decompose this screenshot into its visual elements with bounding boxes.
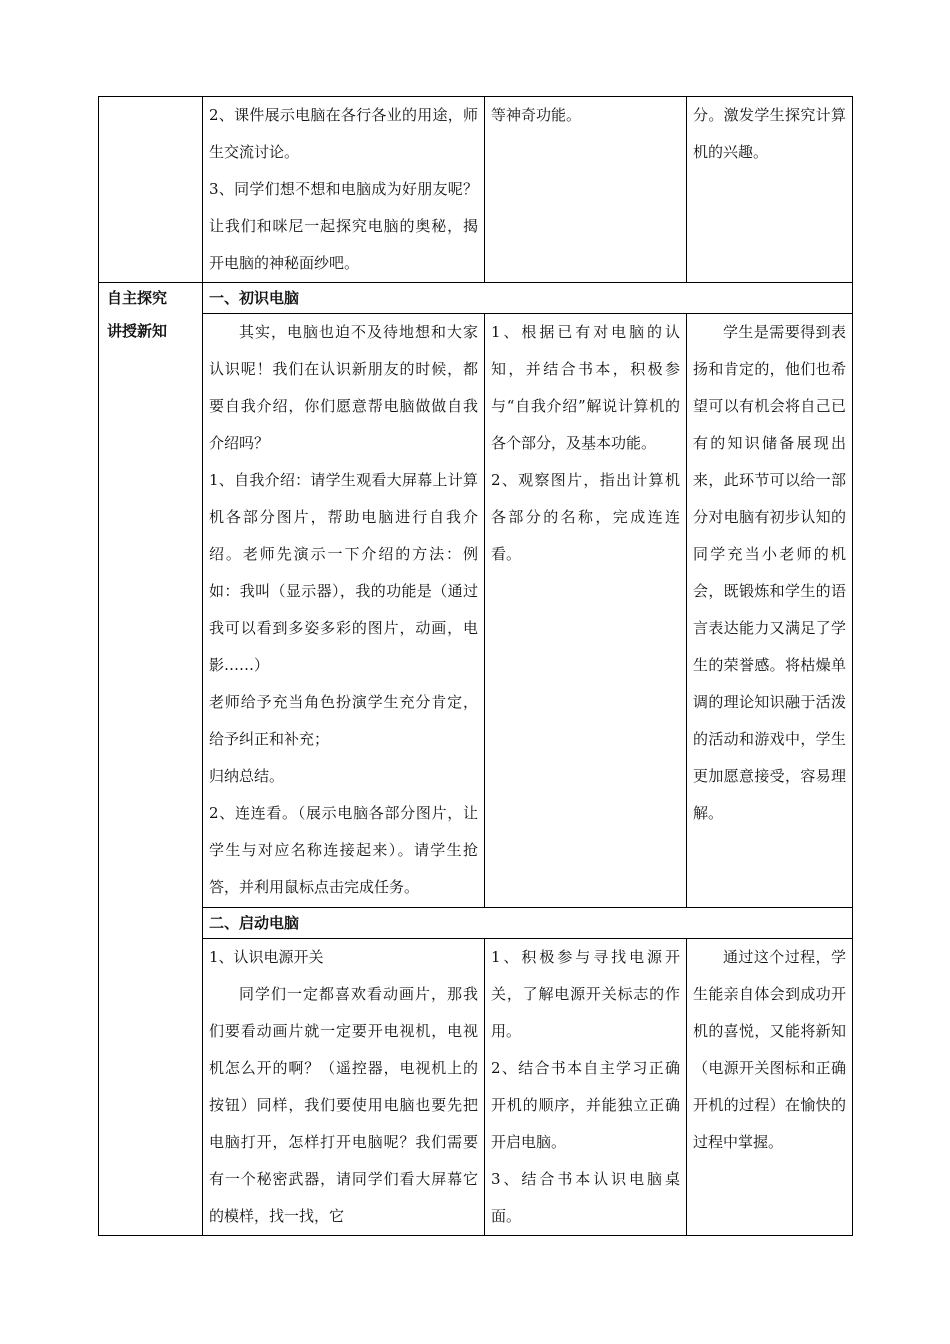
teacher-activity-cell	[203, 97, 485, 283]
student-activity-cell	[485, 939, 687, 1236]
paragraph: 分。激发学生探究计算机的兴趣。	[693, 106, 846, 161]
design-intent-cell	[687, 314, 853, 908]
paragraph: 其实，电脑也迫不及待地想和大家认识呢！我们在认识新朋友的时候，都要自我介绍，你们愿意帮电脑做做自我介绍吗？	[209, 323, 478, 452]
paragraph: 学生是需要得到表扬和肯定的，他们也希望可以有机会将自己已有的知识储备展现出来，此环节可以给一部分对电脑有初步认知的同学充当小老师的机会，既锻炼和学生的语言表达能力又满足了学生的荣誉感。将枯燥单调的理论知识融于活泼的活动和游戏中，学生更加愿意接受，容易理解。	[693, 323, 846, 822]
paragraph: 老师给予充当角色扮演学生充分肯定，给予纠正和补充；	[209, 693, 478, 748]
paragraph: 2、连连看。（展示电脑各部分图片，让学生与对应名称连接起来）。请学生抢答，并利用鼠标点击完成任务。	[209, 804, 478, 896]
table-row	[99, 908, 853, 939]
design-intent-cell	[687, 939, 853, 1236]
student-activity-cell	[485, 314, 687, 908]
section-heading: 二、启动电脑	[203, 908, 853, 939]
table-row	[99, 939, 853, 1236]
paragraph: 1、认识电源开关	[209, 948, 324, 966]
paragraph: 等神奇功能。	[491, 106, 582, 124]
paragraph: 2、结合书本自主学习正确开机的顺序，并能独立正确开启电脑。	[491, 1059, 680, 1151]
paragraph: 同学们一定都喜欢看动画片，那我们要看动画片就一定要开电视机，电视机怎么开的啊？（遥控器，电视机上的按钮）同样，我们要使用电脑也要先把电脑打开，怎样打开电脑呢？我们需要有一个秘密武器，请同学们看大屏幕它的模样，找一找，它	[209, 985, 478, 1225]
paragraph: 2、课件展示电脑在各行各业的用途，师生交流讨论。	[209, 106, 478, 161]
paragraph: 3、同学们想不想和电脑成为好朋友呢？让我们和咪尼一起探究电脑的奥秘，揭开电脑的神秘面纱吧。	[209, 180, 478, 272]
teacher-activity-cell	[203, 314, 485, 908]
paragraph: 3、结合书本认识电脑桌面。	[491, 1170, 680, 1225]
paragraph: 通过这个过程，学生能亲自体会到成功开机的喜悦，又能将新知（电源开关图标和正确开机的过程）在愉快的过程中掌握。	[693, 948, 846, 1151]
stage-label-line: 自主探究	[107, 289, 168, 307]
paragraph: 1、积极参与寻找电源开关，了解电源开关标志的作用。	[491, 948, 680, 1040]
table-row	[99, 283, 853, 314]
design-intent-cell	[687, 97, 853, 283]
stage-label-line: 讲授新知	[107, 322, 168, 340]
lesson-plan-table	[98, 96, 853, 1236]
stage-cell	[99, 97, 203, 283]
teacher-activity-cell	[203, 939, 485, 1236]
section-heading: 一、初识电脑	[203, 283, 853, 314]
table-row	[99, 314, 853, 908]
table-row	[99, 97, 853, 283]
stage-label-cell	[99, 283, 203, 1236]
student-activity-cell	[485, 97, 687, 283]
paragraph: 2、观察图片，指出计算机各部分的名称，完成连连看。	[491, 471, 680, 563]
paragraph: 归纳总结。	[209, 767, 285, 785]
paragraph: 1、自我介绍：请学生观看大屏幕上计算机各部分图片，帮助电脑进行自我介绍。老师先演示一下介绍的方法：例如：我叫（显示器），我的功能是（通过我可以看到多姿多彩的图片，动画，电影……）	[209, 471, 478, 674]
paragraph: 1、根据已有对电脑的认知，并结合书本，积极参与“自我介绍”解说计算机的各个部分，及基本功能。	[491, 323, 680, 452]
